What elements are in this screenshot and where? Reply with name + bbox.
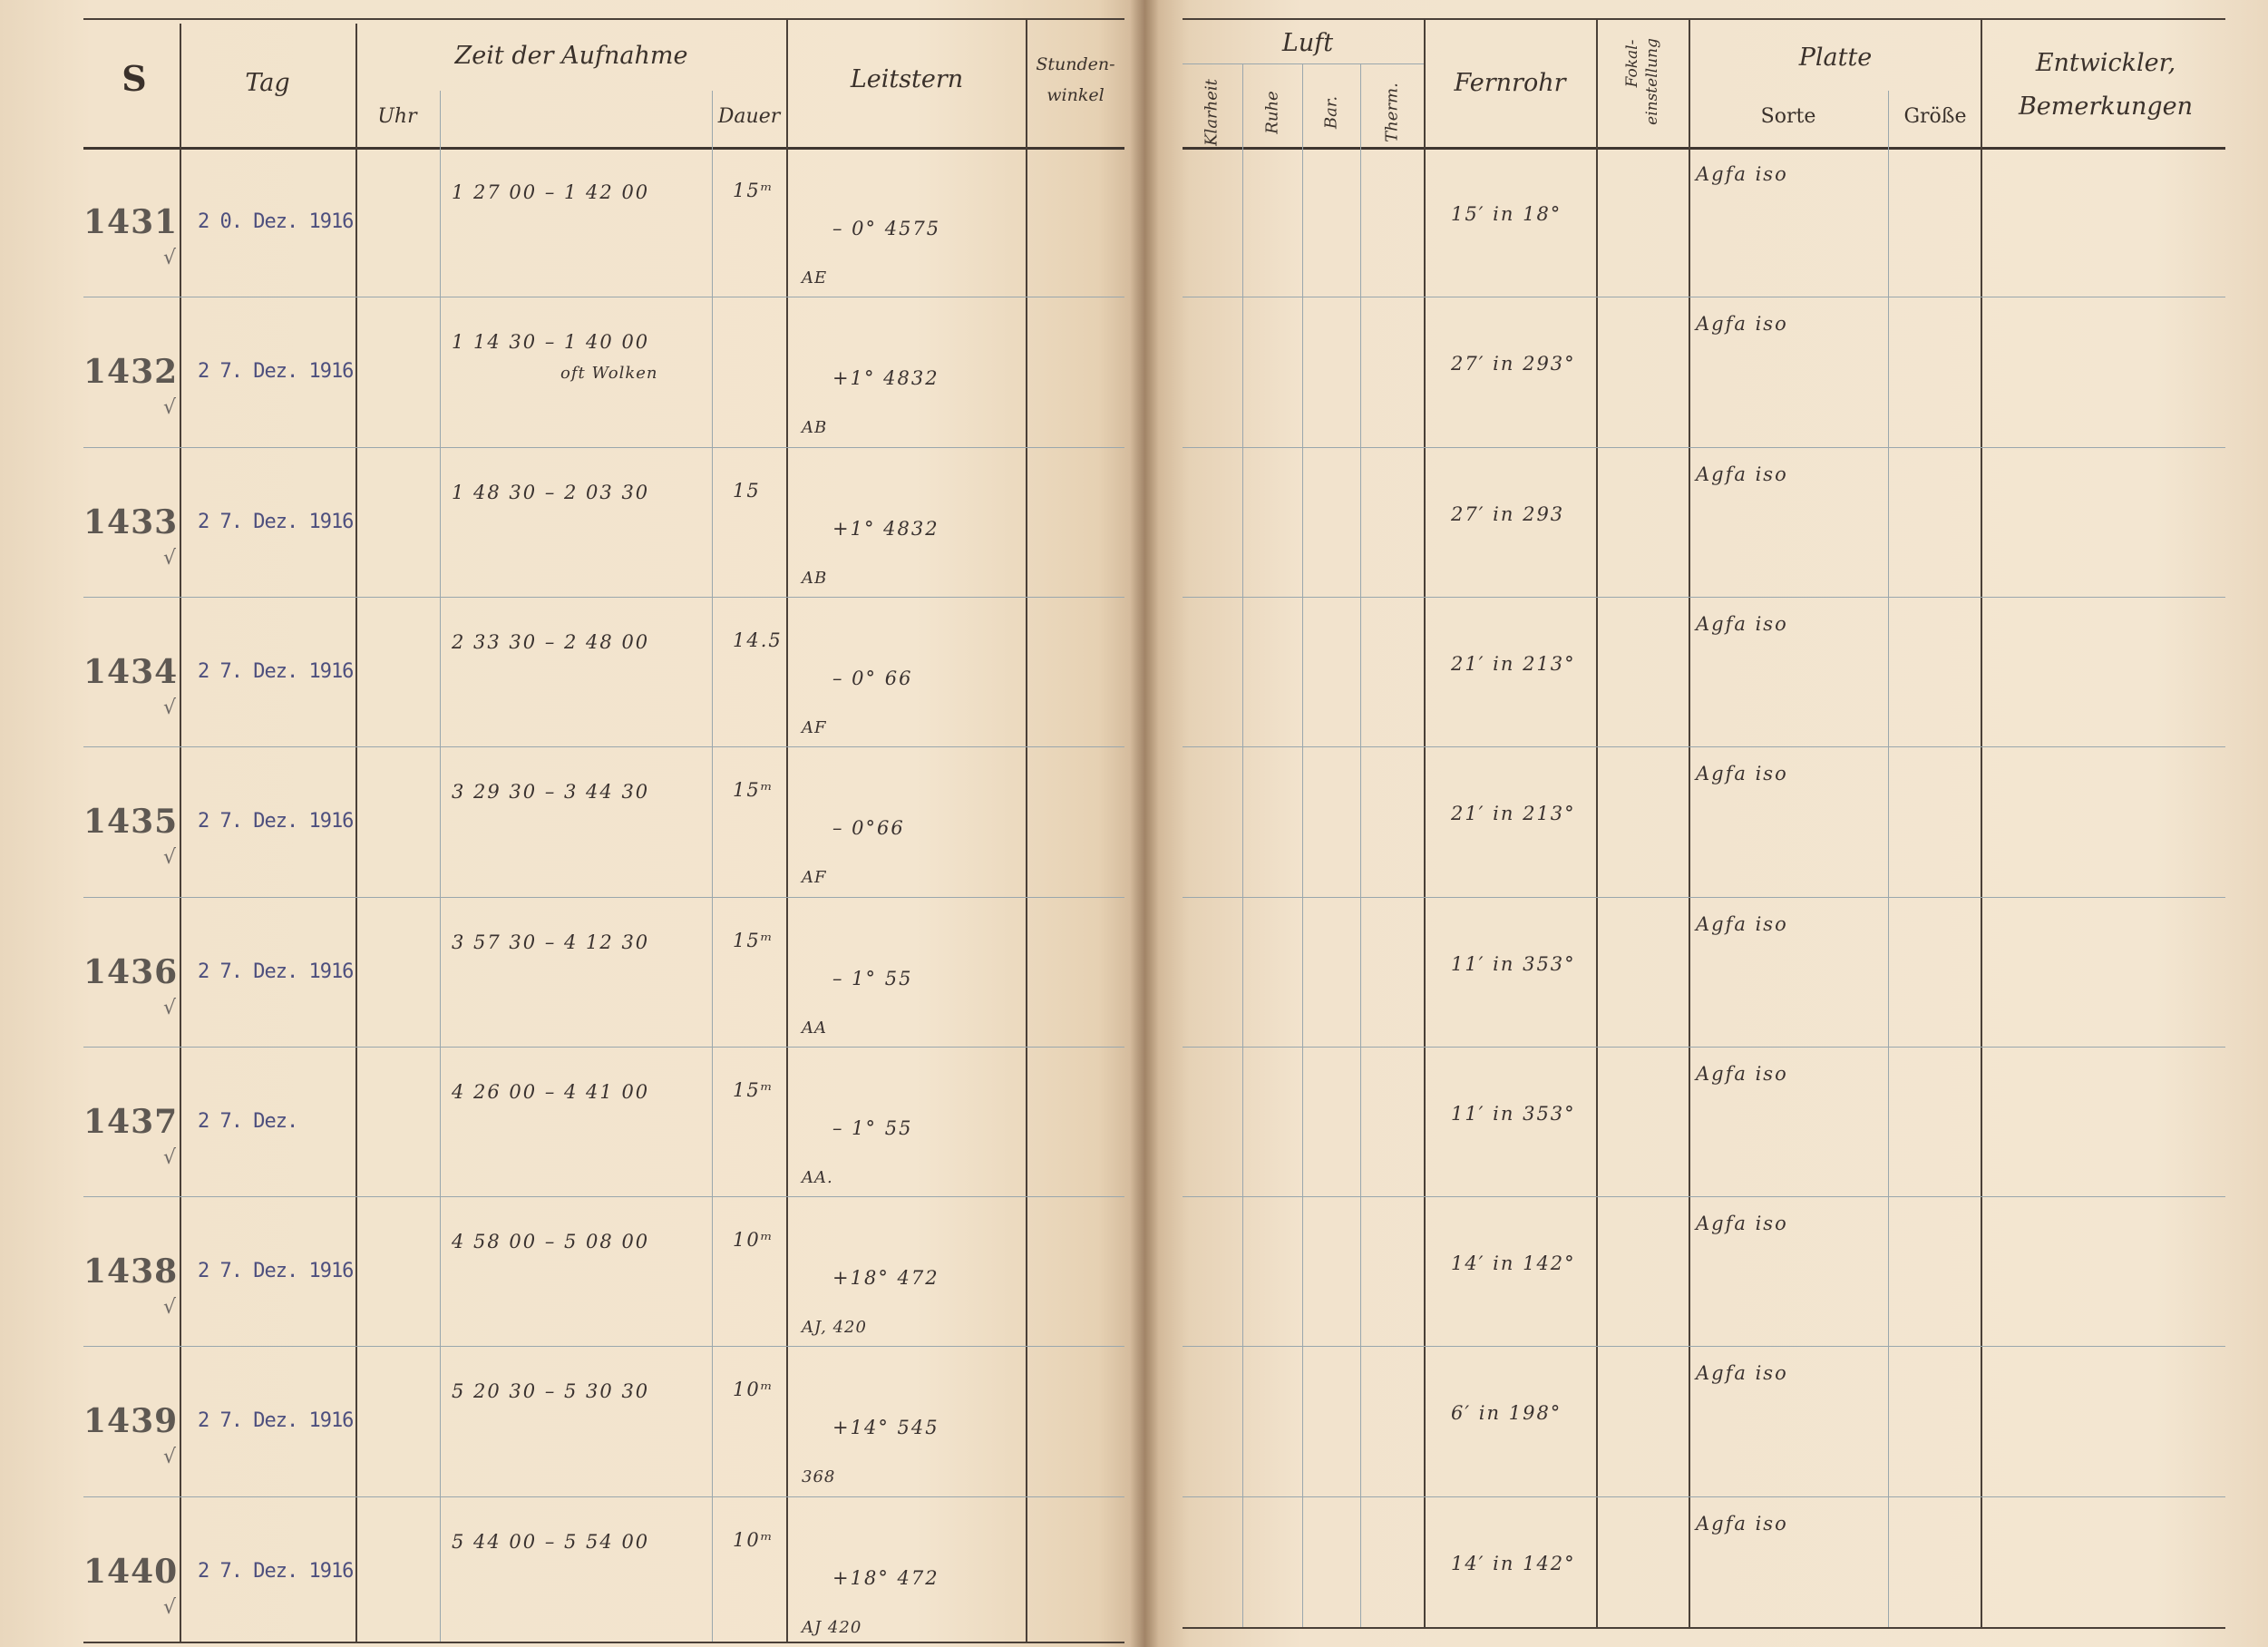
- plate-number: 1433: [83, 502, 179, 541]
- exposure-time: 1 14 30 – 1 40 00: [452, 331, 650, 354]
- plate-type: Agfa iso: [1696, 1362, 1788, 1385]
- check-mark: √: [163, 247, 177, 269]
- telescope-setting: 6′ in 198°: [1451, 1402, 1562, 1425]
- date-stamp: 2 7. Dez. 1916: [198, 960, 354, 983]
- row-divider: [83, 746, 1124, 747]
- guide-star: – 0° 66: [832, 667, 913, 689]
- guide-star: – 0°66: [832, 817, 905, 840]
- header-fernrohr: Fernrohr: [1454, 69, 1566, 97]
- header-stundenwinkel-2: winkel: [1046, 85, 1105, 105]
- plate-number: 1437: [83, 1102, 179, 1141]
- exposure-time: 5 20 30 – 5 30 30: [452, 1380, 650, 1403]
- row-divider: [1183, 1196, 2225, 1197]
- col-rule-platte: [1981, 18, 1982, 1627]
- plate-type: Agfa iso: [1696, 313, 1788, 336]
- plate-number: 1434: [83, 652, 179, 691]
- check-mark: √: [163, 1145, 177, 1169]
- check-mark: √: [163, 1296, 177, 1320]
- row-divider: [1183, 897, 2225, 898]
- exposure-duration: 15: [733, 479, 761, 502]
- exposure-duration: 10ᵐ: [733, 1528, 774, 1551]
- telescope-setting: 27′ in 293: [1451, 502, 1565, 525]
- header-dauer: Dauer: [717, 105, 781, 128]
- guide-star: – 1° 55: [832, 1116, 913, 1139]
- header-entwickler-1: Entwickler,: [2035, 49, 2176, 77]
- guide-star-mark: AF: [802, 717, 827, 737]
- col-rule-s: [180, 24, 181, 1642]
- header-entwickler-2: Bemerkungen: [2018, 93, 2194, 121]
- telescope-setting: 27′ in 293°: [1451, 353, 1576, 375]
- bottom-rule: [83, 1642, 1124, 1643]
- guide-star: – 1° 55: [832, 967, 913, 989]
- check-mark: √: [163, 1446, 177, 1469]
- guide-star: +1° 4832: [832, 517, 939, 540]
- header-rule: [83, 147, 1124, 150]
- header-bar: Bar.: [1321, 95, 1341, 130]
- header-platte: Platte: [1798, 44, 1873, 72]
- guide-star-mark: AA: [802, 1018, 827, 1038]
- row-divider: [1183, 447, 2225, 448]
- row-divider: [83, 897, 1124, 898]
- guide-star-mark: AA.: [802, 1167, 833, 1187]
- exposure-duration: 15ᵐ: [733, 1078, 774, 1101]
- date-stamp: 2 7. Dez. 1916: [198, 659, 354, 683]
- row-divider: [1183, 1047, 2225, 1048]
- check-mark: √: [163, 846, 177, 870]
- col-rule-tag: [355, 24, 357, 1642]
- exposure-duration: 10ᵐ: [733, 1229, 774, 1252]
- header-s: S: [122, 58, 147, 99]
- exposure-time: 3 57 30 – 4 12 30: [452, 931, 650, 953]
- col-rule-uhr: [440, 91, 441, 1642]
- top-rule: [83, 18, 1124, 20]
- plate-number: 1435: [83, 803, 179, 842]
- date-stamp: 2 7. Dez. 1916: [198, 1559, 354, 1583]
- plate-number: 1440: [83, 1552, 179, 1591]
- bottom-rule-right: [1183, 1627, 2225, 1629]
- guide-star: – 0° 4575: [832, 218, 941, 239]
- date-stamp: 2 7. Dez. 1916: [198, 1260, 354, 1283]
- plate-type: Agfa iso: [1696, 1512, 1788, 1535]
- telescope-setting: 11′ in 353°: [1451, 952, 1576, 975]
- row-divider: [1183, 1496, 2225, 1497]
- exposure-duration: 15ᵐ: [733, 779, 774, 802]
- row-divider: [83, 1196, 1124, 1197]
- date-stamp: 2 7. Dez. 1916: [198, 1409, 354, 1433]
- exposure-time: 5 44 00 – 5 54 00: [452, 1530, 650, 1553]
- check-mark: √: [163, 396, 177, 420]
- book-gutter: [1130, 0, 1159, 1647]
- row-divider: [83, 1496, 1124, 1497]
- guide-star-mark: AB: [802, 418, 828, 438]
- guide-star-mark: AB: [802, 568, 828, 588]
- col-rule-luft: [1424, 18, 1426, 1627]
- col-rule-fernrohr: [1596, 18, 1598, 1627]
- guide-star-mark: AE: [802, 268, 828, 287]
- header-tag: Tag: [245, 69, 290, 97]
- header-ruhe: Ruhe: [1262, 91, 1282, 134]
- plate-type: Agfa iso: [1696, 1213, 1788, 1235]
- exposure-time: 4 58 00 – 5 08 00: [452, 1231, 650, 1253]
- date-stamp: 2 7. Dez.: [198, 1109, 298, 1133]
- telescope-setting: 14′ in 142°: [1451, 1252, 1576, 1275]
- telescope-setting: 21′ in 213°: [1451, 803, 1576, 825]
- header-uhr: Uhr: [377, 105, 417, 128]
- date-stamp: 2 7. Dez. 1916: [198, 810, 354, 833]
- header-fokal-1: Fokal-: [1623, 39, 1641, 88]
- header-klarheit: Klarheit: [1202, 79, 1222, 146]
- col-rule-ruhe: [1302, 63, 1303, 1627]
- plate-number: 1436: [83, 952, 179, 991]
- date-stamp: 2 7. Dez. 1916: [198, 510, 354, 533]
- plate-number: 1431: [83, 203, 179, 241]
- exposure-duration: 15ᵐ: [733, 929, 774, 951]
- plate-number: 1438: [83, 1252, 179, 1291]
- guide-star: +18° 472: [832, 1566, 939, 1589]
- plate-type: Agfa iso: [1696, 1062, 1788, 1085]
- col-rule-sorte: [1888, 91, 1889, 1627]
- row-divider: [1183, 746, 2225, 747]
- exposure-time: 1 27 00 – 1 42 00: [452, 181, 650, 203]
- guide-star: +1° 4832: [832, 367, 939, 390]
- exposure-time: 4 26 00 – 4 41 00: [452, 1080, 650, 1103]
- guide-star-mark: 368: [802, 1467, 836, 1487]
- check-mark: √: [163, 996, 177, 1019]
- header-stundenwinkel-1: Stunden-: [1036, 54, 1115, 74]
- telescope-setting: 15′ in 18°: [1451, 203, 1562, 225]
- col-rule-klarheit: [1242, 63, 1243, 1627]
- col-rule-zeit: [712, 91, 713, 1642]
- plate-type: Agfa iso: [1696, 912, 1788, 935]
- exposure-time: 2 33 30 – 2 48 00: [452, 630, 650, 653]
- header-groesse: Größe: [1903, 105, 1967, 128]
- header-rule-right: [1183, 147, 2225, 150]
- col-rule-dauer: [786, 18, 788, 1642]
- plate-type: Agfa iso: [1696, 763, 1788, 785]
- right-page: [1144, 0, 2268, 1647]
- luft-subrule: [1183, 63, 1424, 64]
- row-divider: [83, 597, 1124, 598]
- row-divider: [83, 447, 1124, 448]
- telescope-setting: 21′ in 213°: [1451, 652, 1576, 675]
- exposure-time: 1 48 30 – 2 03 30: [452, 481, 650, 503]
- guide-star: +14° 545: [832, 1417, 939, 1439]
- telescope-setting: 14′ in 142°: [1451, 1552, 1576, 1574]
- exposure-duration: 10ᵐ: [733, 1379, 774, 1401]
- guide-star-mark: AF: [802, 868, 827, 888]
- exposure-duration: 14.5: [733, 629, 783, 651]
- guide-star: +18° 472: [832, 1267, 939, 1290]
- date-stamp: 2 0. Dez. 1916: [198, 210, 354, 233]
- exposure-note: oft Wolken: [560, 364, 658, 384]
- plate-type: Agfa iso: [1696, 463, 1788, 485]
- header-therm: Therm.: [1382, 83, 1402, 142]
- header-sorte: Sorte: [1760, 105, 1816, 128]
- plate-number: 1432: [83, 353, 179, 392]
- date-stamp: 2 7. Dez. 1916: [198, 360, 354, 384]
- exposure-duration: 15ᵐ: [733, 180, 774, 201]
- plate-type: Agfa iso: [1696, 163, 1788, 185]
- row-divider: [1183, 597, 2225, 598]
- plate-number: 1439: [83, 1402, 179, 1441]
- header-luft: Luft: [1281, 29, 1334, 57]
- row-divider: [1183, 1346, 2225, 1347]
- guide-star-mark: AJ, 420: [802, 1318, 867, 1338]
- plate-type: Agfa iso: [1696, 612, 1788, 635]
- header-leitstern: Leitstern: [850, 65, 964, 93]
- header-zeit: Zeit der Aufnahme: [454, 42, 688, 70]
- top-rule-right: [1183, 18, 2225, 20]
- guide-star-mark: AJ 420: [802, 1617, 862, 1637]
- exposure-time: 3 29 30 – 3 44 30: [452, 781, 650, 804]
- check-mark: √: [163, 696, 177, 719]
- check-mark: √: [163, 546, 177, 570]
- header-fokal-2: einstellung: [1643, 38, 1661, 125]
- row-divider: [83, 1047, 1124, 1048]
- col-rule-leitstern: [1026, 18, 1027, 1642]
- col-rule-fokal: [1689, 18, 1690, 1627]
- telescope-setting: 11′ in 353°: [1451, 1102, 1576, 1125]
- col-rule-bar: [1360, 63, 1361, 1627]
- check-mark: √: [163, 1595, 177, 1619]
- row-divider: [83, 1346, 1124, 1347]
